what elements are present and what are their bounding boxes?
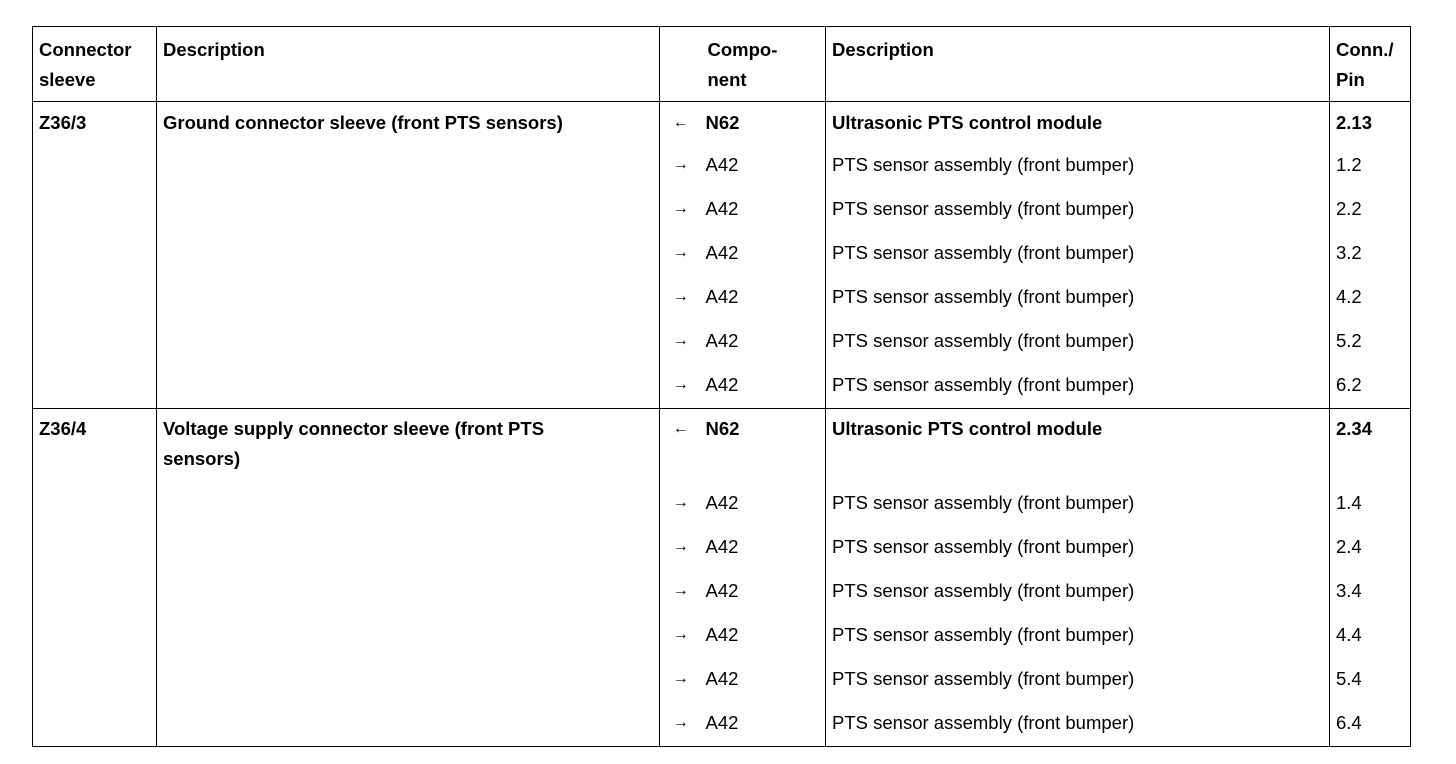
component-code: A42 — [702, 703, 826, 747]
pin-value: 2.4 — [1330, 527, 1411, 571]
pin-value: 4.2 — [1330, 277, 1411, 321]
header-arrow-spacer — [660, 27, 702, 102]
component-description: Ultrasonic PTS control module — [826, 409, 1330, 483]
component-code: A42 — [702, 365, 826, 409]
component-description: PTS sensor assembly (front bumper) — [826, 365, 1330, 409]
header-description: Description — [157, 27, 660, 102]
pin-value: 2.13 — [1330, 102, 1411, 145]
component-code: A42 — [702, 321, 826, 365]
component-description: PTS sensor assembly (front bumper) — [826, 483, 1330, 527]
pin-value: 4.4 — [1330, 615, 1411, 659]
table-row — [33, 409, 1411, 483]
component-description: PTS sensor assembly (front bumper) — [826, 233, 1330, 277]
component-description: PTS sensor assembly (front bumper) — [826, 145, 1330, 189]
direction-arrow-right-icon: → — [672, 581, 689, 599]
component-description: PTS sensor assembly (front bumper) — [826, 189, 1330, 233]
pin-value: 3.4 — [1330, 571, 1411, 615]
direction-arrow-right-icon: → — [672, 243, 689, 261]
sleeve-id: Z36/4 — [33, 409, 157, 747]
component-code: A42 — [702, 615, 826, 659]
pin-value: 6.4 — [1330, 703, 1411, 747]
connector-sleeve-table — [32, 26, 1411, 747]
header-pin: Conn./ Pin — [1330, 27, 1411, 102]
pin-value: 5.4 — [1330, 659, 1411, 703]
direction-arrow-right-icon: → — [672, 155, 689, 173]
direction-arrow-right-icon: → — [672, 287, 689, 305]
direction-arrow-right-icon: → — [672, 625, 689, 643]
component-description: PTS sensor assembly (front bumper) — [826, 703, 1330, 747]
sleeve-description: Voltage supply connector sleeve (front PTS sensors) — [157, 409, 660, 747]
pin-value: 3.2 — [1330, 233, 1411, 277]
component-code: A42 — [702, 659, 826, 703]
component-code: A42 — [702, 277, 826, 321]
component-description: PTS sensor assembly (front bumper) — [826, 571, 1330, 615]
direction-arrow-left-icon: ← — [660, 409, 702, 483]
component-code: N62 — [702, 102, 826, 145]
component-code: A42 — [702, 527, 826, 571]
pin-value: 2.2 — [1330, 189, 1411, 233]
header-description-2: Description — [826, 27, 1330, 102]
component-description: Ultrasonic PTS control module — [826, 102, 1330, 145]
direction-arrow-right-icon: → — [672, 331, 689, 349]
component-description: PTS sensor assembly (front bumper) — [826, 277, 1330, 321]
table-header — [33, 27, 1411, 102]
sleeve-description: Ground connector sleeve (front PTS sensors) — [157, 102, 660, 409]
sleeve-id: Z36/3 — [33, 102, 157, 409]
pin-value: 6.2 — [1330, 365, 1411, 409]
pin-value: 5.2 — [1330, 321, 1411, 365]
pin-value: 1.2 — [1330, 145, 1411, 189]
direction-arrow-right-icon: → — [672, 537, 689, 555]
table-row — [33, 102, 1411, 145]
pin-value: 1.4 — [1330, 483, 1411, 527]
component-code: N62 — [702, 409, 826, 483]
component-code: A42 — [702, 571, 826, 615]
direction-arrow-left-icon: ← — [672, 114, 689, 131]
direction-arrow-right-icon: → — [672, 375, 689, 393]
component-description: PTS sensor assembly (front bumper) — [826, 615, 1330, 659]
header-component: Compo- nent — [702, 27, 826, 102]
component-code: A42 — [702, 483, 826, 527]
direction-arrow-right-icon: → — [672, 669, 689, 687]
component-description: PTS sensor assembly (front bumper) — [826, 321, 1330, 365]
component-description: PTS sensor assembly (front bumper) — [826, 659, 1330, 703]
component-code: A42 — [702, 233, 826, 277]
component-description: PTS sensor assembly (front bumper) — [826, 527, 1330, 571]
direction-arrow-right-icon: → — [672, 199, 689, 217]
direction-arrow-right-icon: → — [672, 493, 689, 511]
component-code: A42 — [702, 145, 826, 189]
header-sleeve: Connector sleeve — [33, 27, 157, 102]
pin-value: 2.34 — [1330, 409, 1411, 483]
component-code: A42 — [702, 189, 826, 233]
direction-arrow-right-icon: → — [660, 703, 702, 747]
